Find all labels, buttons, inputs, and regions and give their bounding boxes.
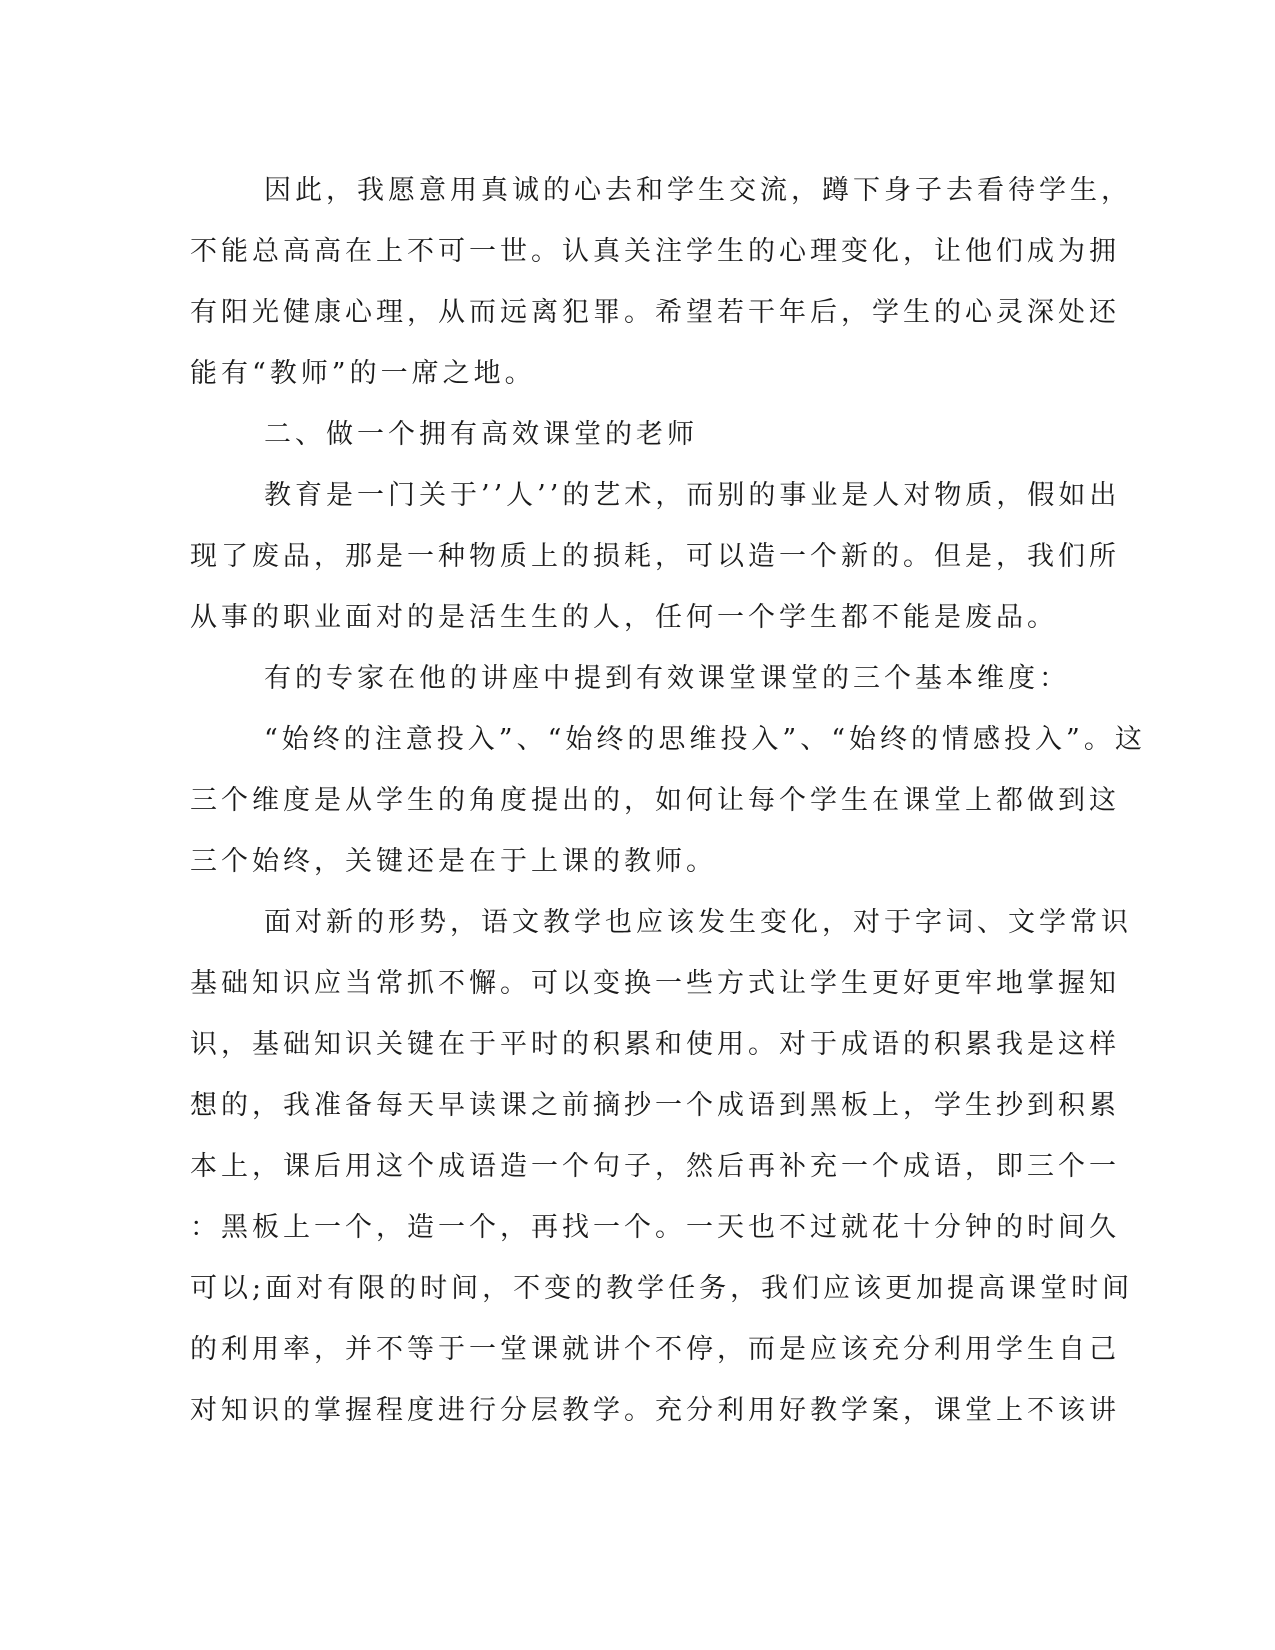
- text-line: 本上，课后用这个成语造一个句子，然后再补充一个成语，即三个一: [190, 1151, 1120, 1182]
- text-line: 的利用率，并不等于一堂课就讲个不停，而是应该充分利用学生自己: [190, 1334, 1120, 1365]
- document-body: [190, 160, 1146, 1441]
- text-line: 想的，我准备每天早读课之前摘抄一个成语到黑板上，学生抄到积累: [190, 1090, 1120, 1121]
- text-line: 基础知识应当常抓不懈。可以变换一些方式让学生更好更牢地掌握知: [190, 968, 1120, 999]
- text-line: “始终的注意投入”、“始终的思维投入”、“始终的情感投入”。这: [264, 724, 1146, 755]
- text-line: ：黑板上一个，造一个，再找一个。一天也不过就花十分钟的时间久: [190, 1212, 1120, 1243]
- text-line: 对知识的掌握程度进行分层教学。充分利用好教学案，课堂上不该讲: [190, 1395, 1120, 1426]
- text-line: 有阳光健康心理，从而远离犯罪。希望若干年后，学生的心灵深处还: [190, 297, 1120, 328]
- text-line: 现了废品，那是一种物质上的损耗，可以造一个新的。但是，我们所: [190, 541, 1120, 572]
- text-line: 面对新的形势，语文教学也应该发生变化，对于字词、文学常识: [264, 907, 1132, 938]
- text-line: 三个始终，关键还是在于上课的教师。: [190, 846, 717, 877]
- text-line: 因此，我愿意用真诚的心去和学生交流，蹲下身子去看待学生，: [264, 175, 1132, 206]
- text-line: 可以;面对有限的时间，不变的教学任务，我们应该更加提高课堂时间: [190, 1273, 1134, 1304]
- text-line: 能有“教师”的一席之地。: [190, 358, 536, 389]
- text-line: 三个维度是从学生的角度提出的，如何让每个学生在课堂上都做到这: [190, 785, 1120, 816]
- text-line: 有的专家在他的讲座中提到有效课堂课堂的三个基本维度：: [264, 663, 1070, 694]
- text-line: 从事的职业面对的是活生生的人，任何一个学生都不能是废品。: [190, 602, 1058, 633]
- section-heading: 二、做一个拥有高效课堂的老师: [264, 419, 698, 450]
- text-line: 不能总高高在上不可一世。认真关注学生的心理变化，让他们成为拥: [190, 236, 1120, 267]
- text-line: 识，基础知识关键在于平时的积累和使用。对于成语的积累我是这样: [190, 1029, 1120, 1060]
- text-line: 教育是一门关于’’人’’的艺术，而别的事业是人对物质，假如出: [264, 480, 1121, 511]
